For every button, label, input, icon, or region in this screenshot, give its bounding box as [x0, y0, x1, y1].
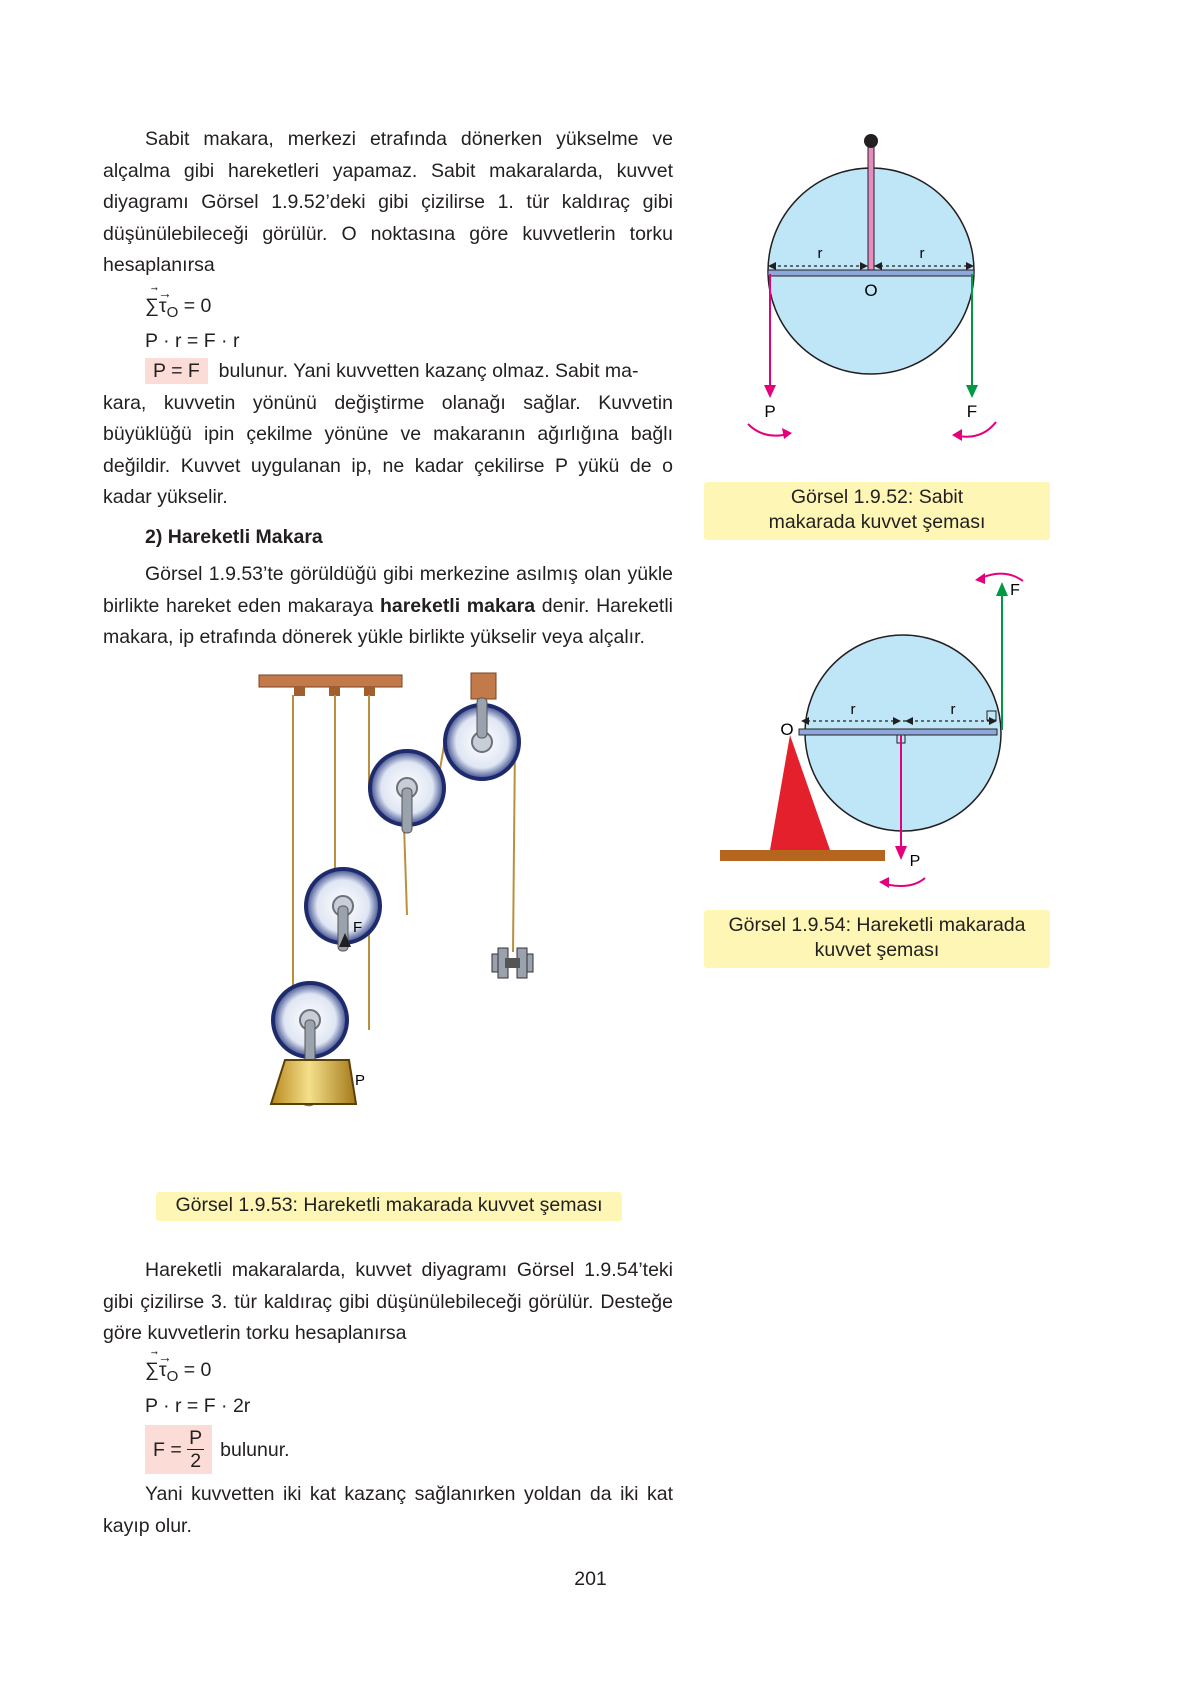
heading-moving-pulley: 2) Hareketli Makara [145, 526, 323, 548]
fixed-r-right-label: r [919, 245, 925, 262]
equation-rest: = 0 [178, 1359, 212, 1381]
para3-part-a: Görsel 1.9.53’te görüldüğü gibi merkezine asılmış olan yükle birlikte hareket eden makaraya [103, 563, 673, 617]
arrow-f-down-icon [966, 385, 978, 398]
paragraph-fixed-pulley-intro: Sabit makara, merkezi etrafında dönerken yükselme ve alçalma gibi hareketleri yapamaz. Sabit makaralarda, kuvvet diyagramı Görsel 1.9.52’deki gibi çizilirse 1. tür kaldıraç gibi düşünülebileceği görülür. O noktasına göre kuvvetlerin torku hesaplanırsa [103, 128, 673, 276]
moving-f-label: F [1010, 582, 1020, 599]
arrow-p-down-icon [895, 846, 907, 860]
sum-symbol: ∑ [145, 295, 159, 317]
vector-arrow-icon: ⃗→ [157, 285, 172, 301]
page-number: 201 [574, 1568, 607, 1590]
equation-pr-f2r: P · r = F · 2r [145, 1395, 251, 1417]
equation-f-equals-p-over-2 [145, 1425, 290, 1474]
rotation-arrow-bottom-icon [885, 878, 925, 886]
vector-arrow-icon: ⃗→ [157, 1349, 172, 1365]
equation-torque-sum-1 [145, 285, 212, 325]
moving-pulley-force-diagram [715, 570, 1045, 895]
sum-symbol: ∑ [145, 1359, 159, 1381]
fixed-pulley-diameter-bar [768, 270, 974, 276]
tau-symbol: τ [158, 295, 167, 317]
fixed-o-label: O [864, 281, 878, 300]
fraction-denominator: 2 [190, 1450, 202, 1472]
top-hanger-block [471, 673, 496, 699]
equation-torque-sum-2 [145, 1349, 212, 1389]
moving-r-right-label: r [950, 701, 956, 718]
fraction-numerator: P [189, 1427, 203, 1449]
moving-r-left-label: r [850, 701, 856, 718]
subscript-o: O [166, 1367, 179, 1385]
subscript-o: O [166, 303, 179, 321]
para2-line1: bulunur. Yani kuvvetten kazanç olmaz. Sabit ma- [218, 360, 639, 382]
rotation-arrow-right-icon [958, 422, 996, 437]
rotation-arrow-top-icon [981, 574, 1023, 581]
para3-bold-term: hareketli makara [379, 594, 536, 617]
fixed-pulley-diagram [700, 128, 1020, 473]
hanging-spool [492, 948, 533, 978]
caption-fig-1-9-54: Görsel 1.9.54: Hareketli makarada kuvvet şeması [704, 910, 1050, 968]
eq-lhs: F = [153, 1438, 182, 1461]
pulley-wheel-bottom [273, 983, 347, 1070]
fixed-r-left-label: r [817, 245, 823, 262]
fixed-f-label: F [966, 402, 978, 421]
eq-tail: bulunur. [220, 1438, 290, 1461]
caption-fig-1-9-53: Görsel 1.9.53: Hareketli makarada kuvvet şeması [156, 1192, 622, 1221]
paragraph-moving-pulley [103, 559, 673, 654]
equation-p-equals-f-box: P = F [145, 358, 208, 384]
fixed-p-label: P [764, 402, 776, 421]
pulley-system-illustration [255, 670, 575, 1190]
system-p-label: P [355, 1072, 366, 1089]
para2-rest: kara, kuvvetin yönünü değiştirme olanağı sağlar. Kuvvetin büyüklüğü ipin çekilme yönüne ve makaranın ağırlığına bağlı değildir. Kuvvet uygulanan ip, ne kadar çekilirse P yükü de o kadar yükselir. [103, 391, 673, 508]
moving-p-label: P [909, 853, 921, 870]
fixed-pulley-hanger [868, 138, 874, 271]
paragraph-moving-pulley-diagram: Hareketli makaralarda, kuvvet diyagramı Görsel 1.9.54’teki gibi çizilirse 3. tür kaldıraç gibi düşünülebileceği görülür. Desteğe göre kuvvetlerin torku hesaplanırsa [103, 1259, 673, 1344]
moving-pulley-diameter-bar [799, 729, 997, 735]
equation-highlight-box [145, 1425, 212, 1474]
ground-bar [720, 850, 885, 861]
arrow-p-down-icon [764, 385, 776, 398]
paragraph-fixed-pulley-result [103, 356, 673, 514]
pulley-wheel-second [370, 751, 444, 833]
equation-rest: = 0 [178, 295, 212, 317]
caption-fig-1-9-52: Görsel 1.9.52: Sabit makarada kuvvet şeması [704, 482, 1050, 540]
pulley-wheel-top [445, 698, 519, 779]
moving-o-label: O [780, 720, 794, 739]
rotation-arrow-left-icon [748, 424, 788, 436]
ceiling-beam [259, 675, 402, 687]
equation-pr-fr: P · r = F · r [145, 330, 240, 352]
arrow-f-up-icon [996, 582, 1008, 596]
weight-p [271, 1060, 356, 1104]
fraction [187, 1427, 204, 1472]
para3-part-b: denir. Hareketli makara, ip etrafında dönerek yükle birlikte yükselir veya alçalır. [103, 594, 674, 648]
system-f-label: F [353, 919, 363, 936]
tau-symbol: τ [158, 1359, 167, 1381]
hanger-point [864, 134, 878, 148]
paragraph-conclusion: Yani kuvvetten iki kat kazanç sağlanırken yoldan da iki kat kayıp olur. [103, 1483, 673, 1537]
